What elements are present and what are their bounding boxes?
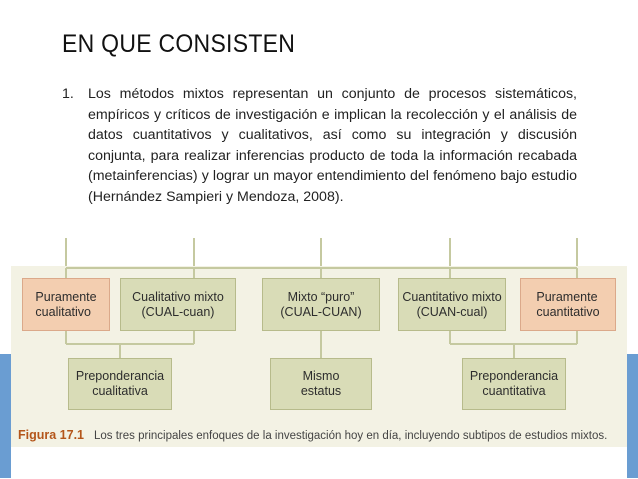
box-mixto-puro: [262, 278, 380, 331]
box-label: Preponderancia cuantitativa: [469, 369, 559, 398]
box-label: Preponderancia cualitativa: [75, 369, 165, 398]
caption-label: Figura 17.1: [18, 428, 84, 442]
box-mismo-estatus: [270, 358, 372, 410]
box-label: Puramente cuantitativo: [536, 289, 600, 319]
box-puramente-cualitativo: [22, 278, 110, 331]
list-number: 1.: [62, 86, 74, 102]
box-preponderancia-cuantitativa: [462, 358, 566, 410]
figure-caption: [18, 428, 607, 442]
paragraph-text: Los métodos mixtos representan un conjunto de procesos sistemáticos, empíricos y críticos de investigación e implican la recolección y el análisis de datos cuantitativos y cualitativos, así como su integración y discusión conjunta, para realizar inferencias producto de toda la información recabada (metainferencias) y lograr un mayor entendimiento del fenómeno bajo estudio (Hernández Sampieri y Mendoza, 2008).: [88, 86, 577, 205]
slide-title: EN QUE CONSISTEN: [62, 30, 296, 58]
box-cualitativo-mixto: [120, 278, 236, 331]
box-puramente-cuantitativo: [520, 278, 616, 331]
box-label: Puramente cualitativo: [35, 289, 97, 319]
box-label: Cualitativo mixto (CUAL-cuan): [132, 289, 224, 319]
box-label: Cuantitativo mixto (CUAN-cual): [402, 289, 502, 319]
box-cuantitativo-mixto: [398, 278, 506, 331]
box-label: Mismo estatus: [300, 369, 342, 398]
caption-text: Los tres principales enfoques de la investigación hoy en día, incluyendo subtipos de estudios mixtos.: [94, 430, 608, 442]
box-preponderancia-cualitativa: [68, 358, 172, 410]
box-label: Mixto “puro” (CUAL-CUAN): [280, 289, 362, 319]
